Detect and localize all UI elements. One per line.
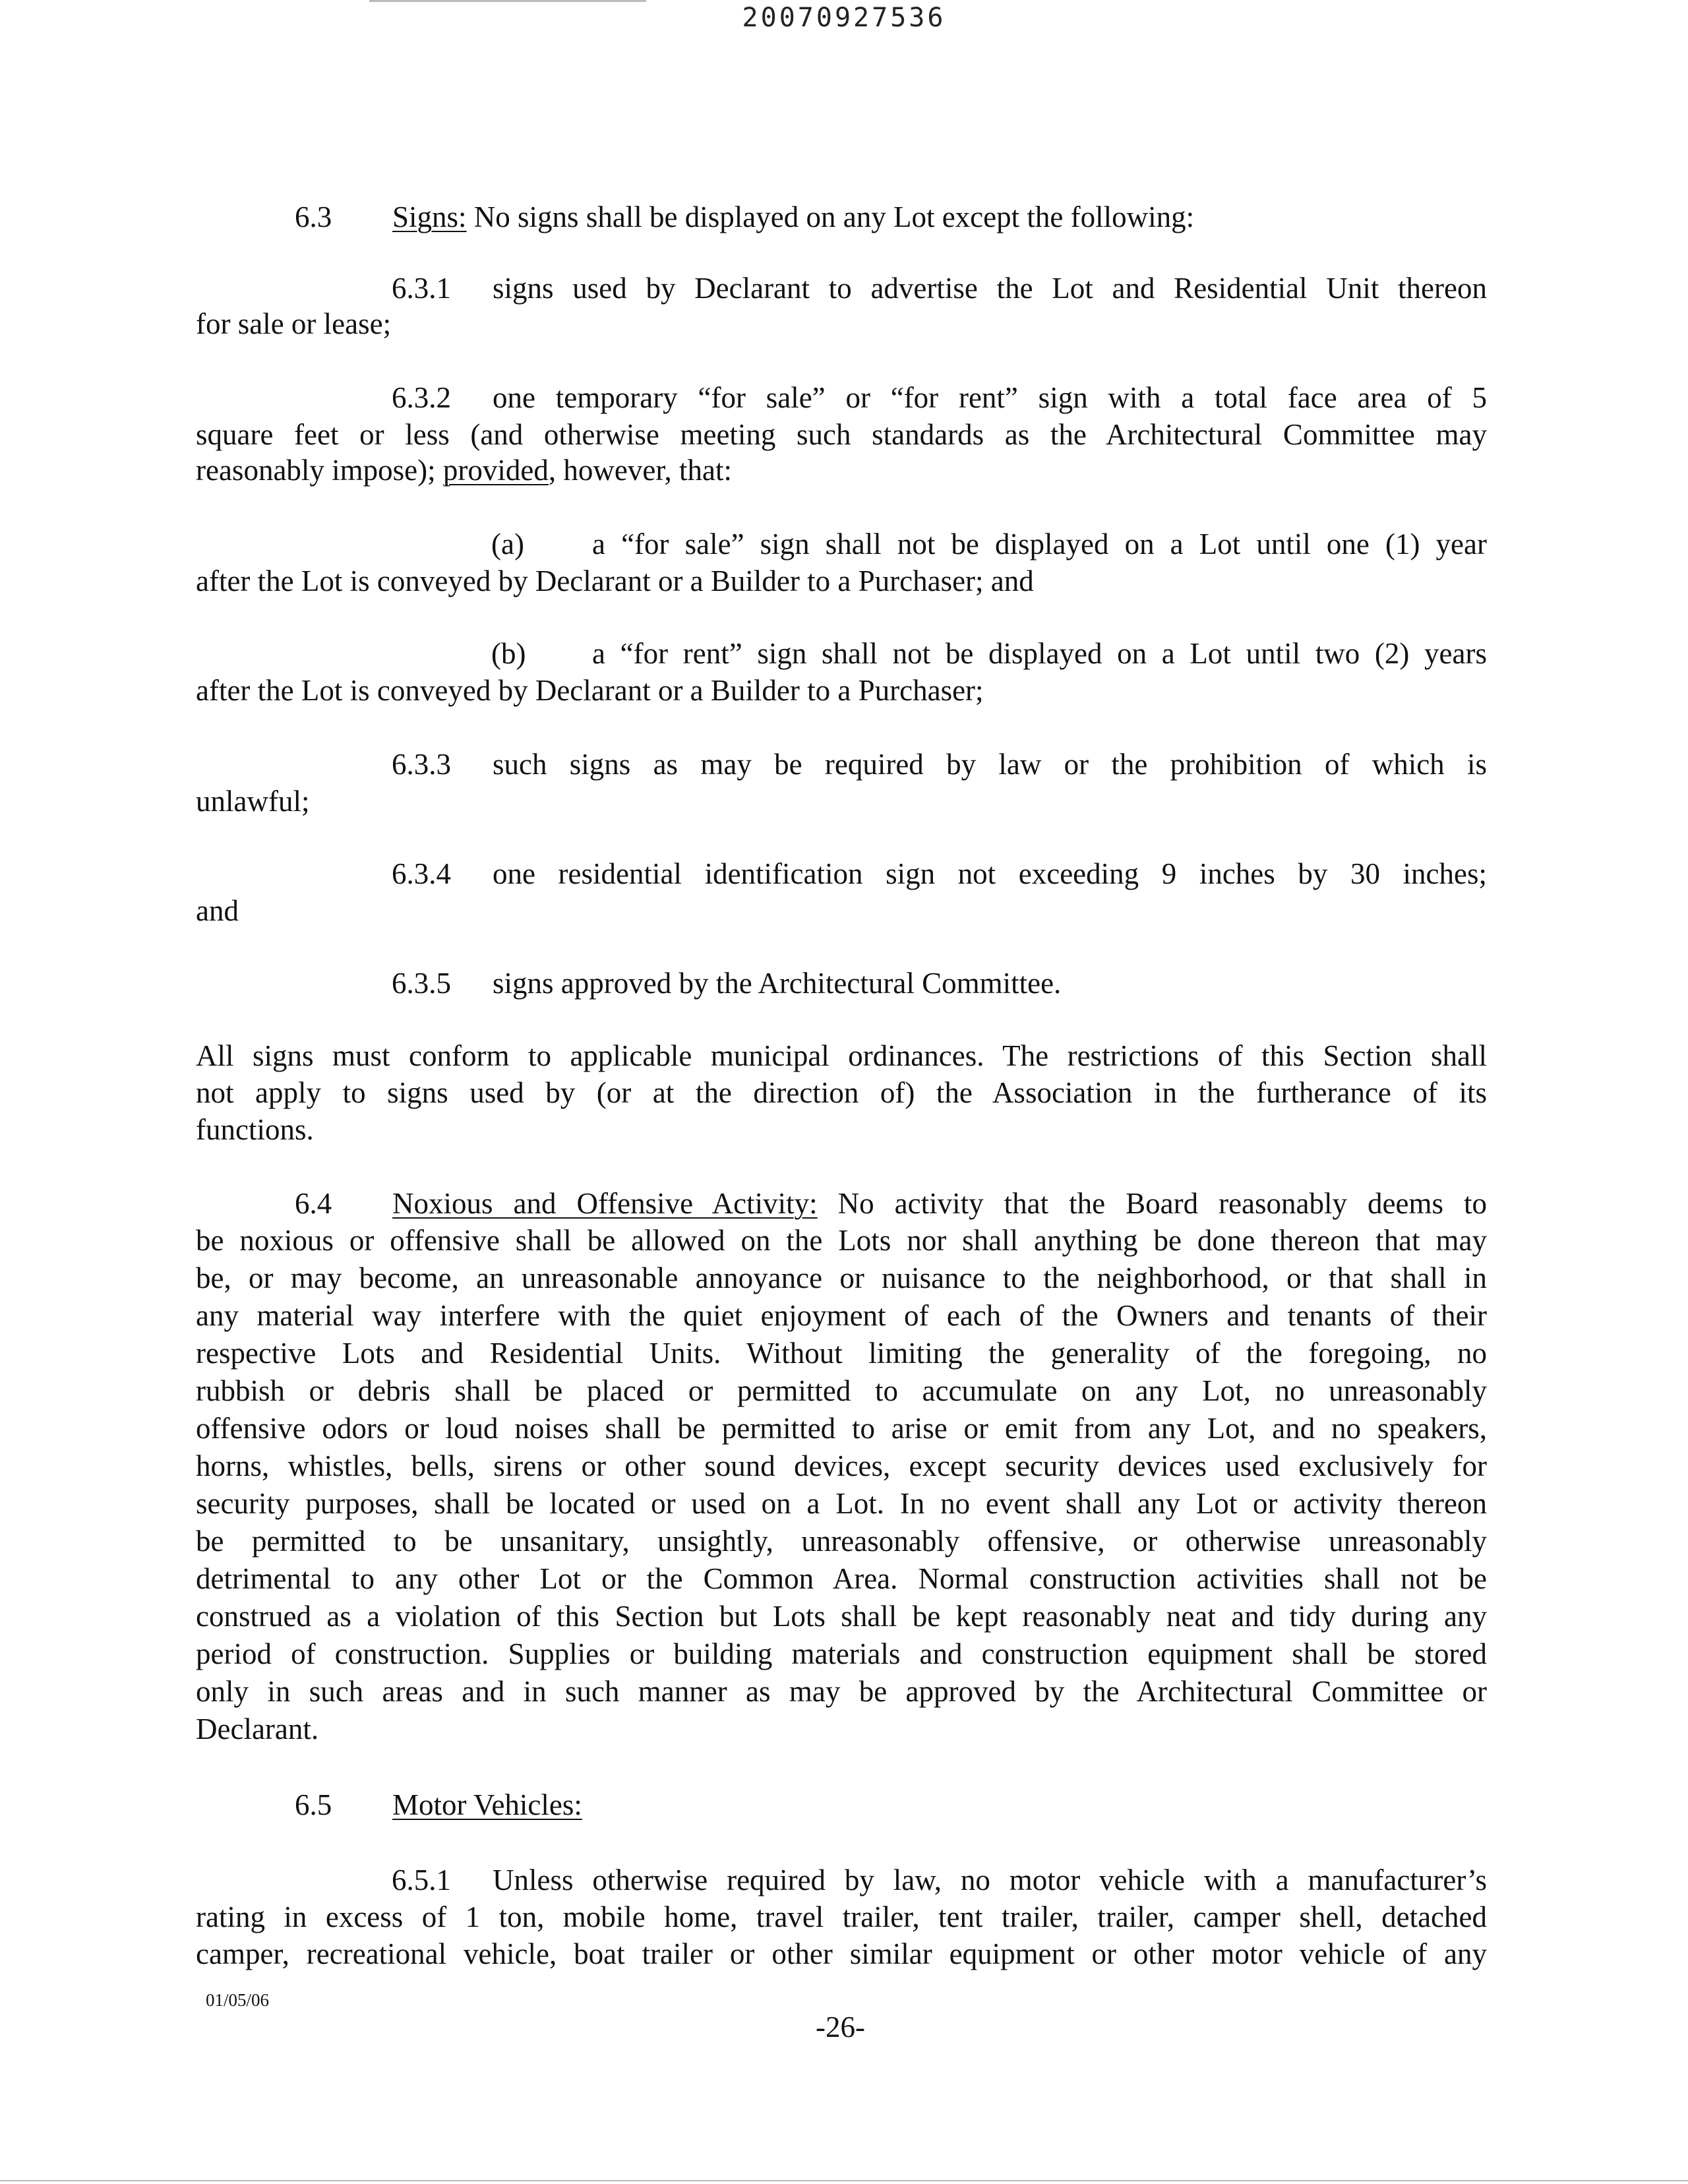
item-6-3-2-line2: square feet or less (and otherwise meeting such standards as the Architectural Committee may xyxy=(196,418,1487,451)
page-number: -26- xyxy=(816,2011,865,2044)
section-6-4-number: 6.4 xyxy=(295,1187,332,1220)
section-6-4-line: horns, whistles, bells, sirens or other sound devices, except security devices used exclusively for xyxy=(196,1449,1487,1482)
section-6-5-number: 6.5 xyxy=(295,1788,332,1821)
subitem-a-line2: after the Lot is conveyed by Declarant or a Builder to a Purchaser; and xyxy=(196,564,1034,597)
section-6-3-number: 6.3 xyxy=(295,200,332,233)
item-6-5-1-line2: rating in excess of 1 ton, mobile home, travel trailer, tent trailer, trailer, camper shell, detached xyxy=(196,1900,1487,1933)
provided-underlined: provided xyxy=(442,454,549,487)
item-6-3-2-line3-pre: reasonably impose); xyxy=(196,454,436,487)
section-6-4-line: any material way interfere with the quiet enjoyment of each of the Owners and tenants of their xyxy=(196,1299,1487,1332)
item-6-5-1-number: 6.5.1 xyxy=(392,1864,451,1896)
section-6-3-title: Signs: xyxy=(392,200,467,233)
item-6-3-3-line1: such signs as may be required by law or the prohibition of which is xyxy=(493,748,1487,781)
section-6-4-line: construed as a violation of this Section but Lots shall be kept reasonably neat and tidy during any xyxy=(196,1600,1487,1633)
section-6-5-title: Motor Vehicles: xyxy=(392,1788,582,1821)
document-number: 20070927536 xyxy=(742,3,946,33)
section-6-4-line: be, or may become, an unreasonable annoyance or nuisance to the neighborhood, or that shall in xyxy=(196,1261,1487,1294)
allsigns-line1: All signs must conform to applicable municipal ordinances. The restrictions of this Section shall xyxy=(196,1039,1487,1072)
section-6-4-line1-text: No activity that the Board reasonably deems to xyxy=(837,1187,1487,1220)
section-6-4-line-last: Declarant. xyxy=(196,1713,319,1745)
subitem-a-label: (a) xyxy=(491,528,524,561)
item-6-3-2-number: 6.3.2 xyxy=(392,381,451,414)
item-6-3-4-line2: and xyxy=(196,894,239,927)
allsigns-line3: functions. xyxy=(196,1113,314,1146)
item-6-3-1-line1: signs used by Declarant to advertise the Lot and Residential Unit thereon xyxy=(493,272,1487,305)
section-6-4-line: offensive odors or loud noises shall be permitted to arise or emit from any Lot, and no speakers, xyxy=(196,1412,1487,1445)
section-6-5-heading xyxy=(392,1788,582,1821)
item-6-3-4-line1: one residential identification sign not exceeding 9 inches by 30 inches; xyxy=(493,857,1487,890)
subitem-b-line1: a “for rent” sign shall not be displayed on a Lot until two (2) years xyxy=(592,637,1487,670)
section-6-4-line: period of construction. Supplies or building materials and construction equipment shall be stored xyxy=(196,1637,1487,1670)
section-6-4-line: security purposes, shall be located or used on a Lot. In no event shall any Lot or activity thereon xyxy=(196,1487,1487,1520)
item-6-3-2-line3 xyxy=(196,454,732,487)
item-6-5-1-line3: camper, recreational vehicle, boat trailer or other similar equipment or other motor vehicle of any xyxy=(196,1937,1487,1970)
section-6-4-line: be permitted to be unsanitary, unsightly, unreasonably offensive, or otherwise unreasonably xyxy=(196,1525,1487,1558)
item-6-3-5-line1: signs approved by the Architectural Committee. xyxy=(493,967,1062,1000)
item-6-3-5-number: 6.3.5 xyxy=(392,967,451,1000)
section-6-4-line: respective Lots and Residential Units. Without limiting the generality of the foregoing, no xyxy=(196,1337,1487,1370)
footer-date: 01/05/06 xyxy=(206,1990,270,2010)
subitem-b-label: (b) xyxy=(491,637,526,670)
allsigns-line2: not apply to signs used by (or at the direction of) the Association in the furtherance of its xyxy=(196,1076,1487,1109)
item-6-3-3-number: 6.3.3 xyxy=(392,748,451,781)
section-6-4-line: only in such areas and in such manner as may be approved by the Architectural Committee or xyxy=(196,1675,1487,1708)
section-6-4-line: be noxious or offensive shall be allowed on the Lots nor shall anything be done thereon that may xyxy=(196,1224,1487,1257)
item-6-5-1-line1: Unless otherwise required by law, no motor vehicle with a manufacturer’s xyxy=(493,1864,1487,1896)
item-6-3-1-number: 6.3.1 xyxy=(392,272,451,305)
item-6-3-2-line1: one temporary “for sale” or “for rent” sign with a total face area of 5 xyxy=(493,381,1487,414)
section-6-4-title: Noxious and Offensive Activity: xyxy=(392,1187,818,1220)
section-6-3-text: No signs shall be displayed on any Lot except the following: xyxy=(473,200,1195,233)
section-6-4-line: detrimental to any other Lot or the Common Area. Normal construction activities shall not be xyxy=(196,1562,1487,1595)
scan-top-mark xyxy=(369,0,646,2)
item-6-3-2-line3-post: , however, that: xyxy=(548,454,732,487)
section-6-4-line1 xyxy=(392,1187,1487,1220)
subitem-a-line1: a “for sale” sign shall not be displayed on a Lot until one (1) year xyxy=(592,528,1487,561)
item-6-3-3-line2: unlawful; xyxy=(196,785,310,818)
item-6-3-4-number: 6.3.4 xyxy=(392,857,451,890)
scan-bottom-mark xyxy=(0,2180,1688,2181)
item-6-3-1-line2: for sale or lease; xyxy=(196,307,392,340)
section-6-4-line: rubbish or debris shall be placed or permitted to accumulate on any Lot, no unreasonably xyxy=(196,1374,1487,1407)
section-6-3-heading xyxy=(392,200,1194,233)
subitem-b-line2: after the Lot is conveyed by Declarant or a Builder to a Purchaser; xyxy=(196,674,984,707)
